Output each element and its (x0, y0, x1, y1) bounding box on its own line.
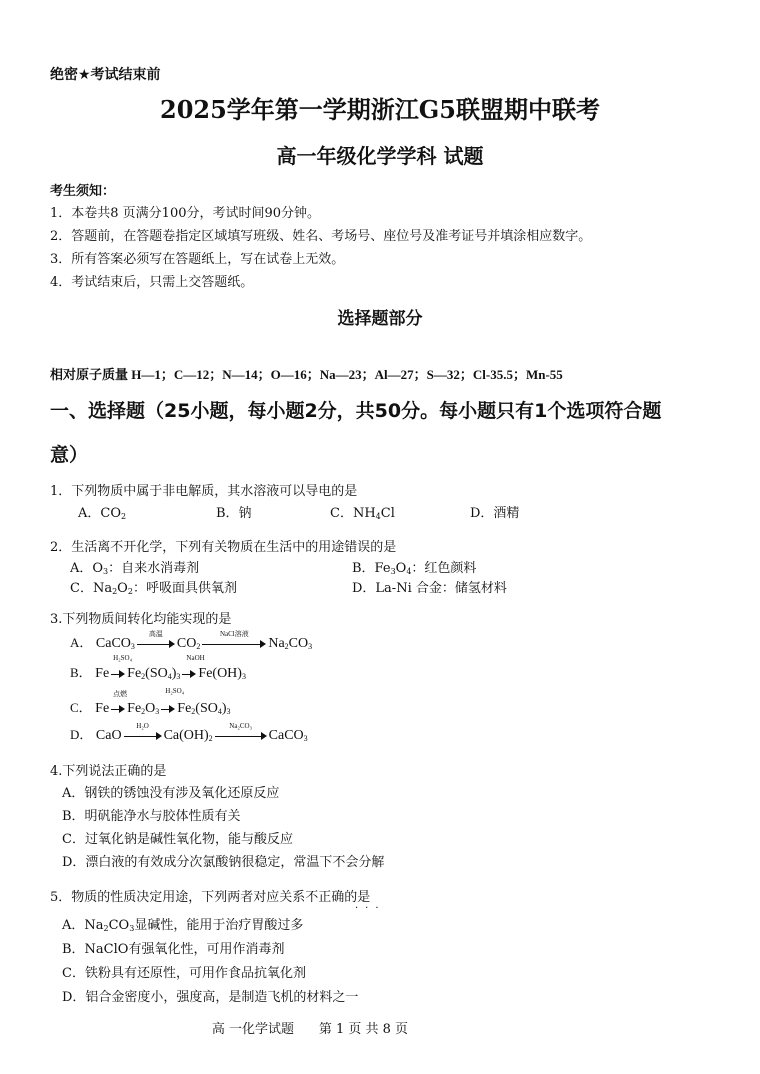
q3-option-c[interactable]: C． Fe 点燃 $Fe_2O_3$ H₂SO₄ $Fe_2(SO_4)_3$ (70, 687, 231, 716)
arrow-icon (111, 704, 125, 714)
q4-option-b[interactable]: B．明矾能净水与胶体性质有关 (62, 809, 241, 824)
q5-option-c[interactable]: C．铁粉具有还原性，可用作食品抗氧化剂 (62, 966, 306, 981)
q2-option-b[interactable]: B．$Fe_3O_4$：红色颜料 (352, 561, 477, 576)
q4-option-c[interactable]: C．过氧化钠是碱性氧化物，能与酸反应 (62, 832, 293, 847)
q2-option-a[interactable]: A．$O_3$：自来水消毒剂 (70, 561, 200, 576)
arrow-icon (161, 704, 175, 714)
page-footer: 高 一化学试题 第 1 页 共 8 页 (211, 1022, 409, 1037)
part-one-heading-cont: 意） (50, 444, 89, 466)
exam-title: 2025学年第一学期浙江G5联盟期中联考 (160, 95, 600, 124)
question-1-stem: 1．下列物质中属于非电解质，其水溶液可以导电的是 (50, 484, 358, 499)
question-4-stem: 4.下列说法正确的是 (50, 764, 167, 779)
q4-option-d[interactable]: D．漂白液的有效成分次氯酸钠很稳定，常温下不会分解 (62, 855, 385, 870)
question-5-stem: 5．物质的性质决定用途，下列两者对应关系不正确的是 (50, 890, 371, 905)
q1-option-d[interactable]: D．酒精 (470, 506, 520, 521)
arrow-icon: H₂O (124, 731, 162, 741)
q1-option-b[interactable]: B．钠 (216, 506, 252, 521)
emphasis-dots: ··· (355, 903, 386, 914)
exam-subtitle: 高一年级化学学科 试题 (276, 144, 484, 168)
notice-item: 3．所有答案必须写在答题纸上，写在试卷上无效。 (50, 252, 345, 267)
question-3-stem: 3.下列物质间转化均能实现的是 (50, 612, 232, 627)
arrow-icon: NaCl溶液 (202, 639, 266, 649)
part-one-heading: 一、选择题（25小题，每小题2分，共50分。每小题只有1个选项符合题 (50, 400, 662, 422)
notice-item: 4．考试结束后，只需上交答题纸。 (50, 275, 254, 290)
q5-option-a[interactable]: A．$Na_2CO_3$显碱性，能用于治疗胃酸过多 (62, 918, 304, 933)
q3-option-d[interactable]: D． CaO H₂O $Ca(OH)_2$ Na₂CO₃ CaCO$_3$ (70, 721, 308, 743)
confidential-label: 绝密★考试结束前 (50, 67, 161, 83)
question-2-stem: 2．生活离不开化学，下列有关物质在生活中的用途错误的是 (50, 540, 397, 555)
notice-item: 1．本卷共8 页满分100分，考试时间90分钟。 (50, 206, 321, 221)
q3-option-a[interactable]: A． CaCO$_3$ 高温 $CO_2$ NaCl溶液 $Na_2CO_3$ (70, 629, 313, 651)
section-title: 选择题部分 (337, 309, 423, 329)
atomic-mass-line: 相对原子质量 H—1；C—12；N—14；O—16；Na—23；Al—27；S—32；Cl-35.5；Mn-55 (50, 367, 563, 382)
notice-heading: 考生须知： (50, 184, 116, 199)
arrow-icon (182, 669, 196, 679)
q2-option-c[interactable]: C．$Na_2O_2$：呼吸面具供氧剂 (70, 581, 237, 596)
q3-option-b[interactable]: B． Fe H₂SO₄ $Fe_2(SO_4)_3$ NaOH $Fe(OH)_3$ (70, 654, 246, 681)
arrow-icon: Na₂CO₃ (215, 731, 267, 741)
q5-option-d[interactable]: D．铝合金密度小，强度高，是制造飞机的材料之一 (62, 990, 359, 1005)
q5-option-b[interactable]: B．NaClO有强氧化性，可用作消毒剂 (62, 942, 285, 957)
q1-option-a[interactable]: A．$CO_2$ (78, 506, 127, 521)
arrow-icon: 高温 (137, 639, 175, 649)
q2-option-d[interactable]: D．La-Ni 合金：储氢材料 (352, 581, 507, 596)
q1-option-c[interactable]: C．$NH_4Cl$ (330, 506, 395, 521)
arrow-icon (111, 669, 125, 679)
notice-item: 2．答题前，在答题卷指定区域填写班级、姓名、考场号、座位号及准考证号并填涂相应数字。 (50, 229, 592, 244)
q4-option-a[interactable]: A．钢铁的锈蚀没有涉及氧化还原反应 (62, 786, 280, 801)
